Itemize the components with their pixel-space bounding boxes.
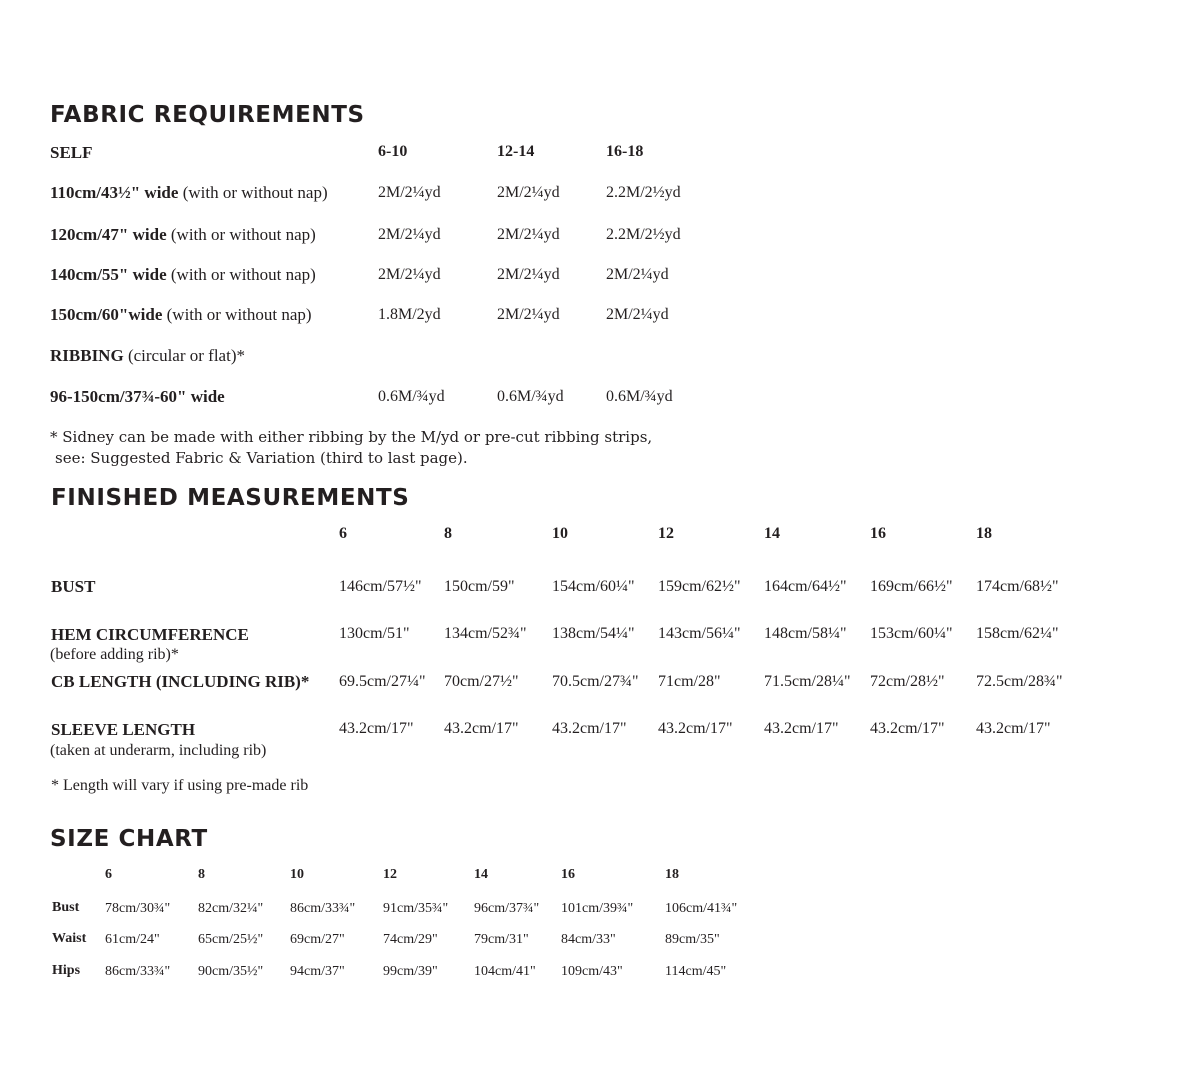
fabric-row-label bbox=[50, 225, 316, 245]
finished-row-label: BUST bbox=[51, 577, 96, 596]
size-chart-header: 18 bbox=[665, 867, 679, 882]
ribbing-note: (circular or flat)* bbox=[123, 346, 245, 365]
size-chart-value: 89cm/35" bbox=[665, 932, 720, 947]
size-chart-value: 106cm/41¾" bbox=[665, 901, 738, 916]
size-chart-value: 104cm/41" bbox=[474, 964, 536, 979]
finished-value: 43.2cm/17" bbox=[444, 720, 519, 737]
finished-size-header: 6 bbox=[339, 525, 347, 542]
finished-size-header: 16 bbox=[870, 525, 886, 542]
size-chart-value: 84cm/33" bbox=[561, 932, 616, 947]
size-chart-header: 10 bbox=[290, 867, 304, 882]
finished-value: 154cm/60¼" bbox=[552, 578, 635, 595]
size-chart-heading: SIZE CHART bbox=[50, 826, 208, 852]
size-chart-value: 61cm/24" bbox=[105, 932, 160, 947]
ribbing-value: 0.6M/¾yd bbox=[378, 388, 445, 405]
finished-row-label: HEM CIRCUMFERENCE bbox=[51, 625, 249, 644]
fabric-value: 2M/2¼yd bbox=[378, 184, 441, 201]
fabric-width: 150cm/60"wide bbox=[50, 305, 163, 324]
fabric-value: 1.8M/2yd bbox=[378, 306, 441, 323]
finished-value: 146cm/57½" bbox=[339, 578, 422, 595]
ribbing-title: RIBBING bbox=[50, 346, 124, 365]
size-chart-value: 65cm/25½" bbox=[198, 932, 264, 947]
finished-row-label: SLEEVE LENGTH bbox=[51, 720, 196, 739]
fabric-width: 120cm/47" wide bbox=[50, 225, 167, 244]
finished-value: 138cm/54¼" bbox=[552, 625, 635, 642]
finished-value: 174cm/68½" bbox=[976, 578, 1059, 595]
ribbing-value: 0.6M/¾yd bbox=[606, 388, 673, 405]
size-chart-value: 79cm/31" bbox=[474, 932, 529, 947]
fabric-value: 2M/2¼yd bbox=[606, 266, 669, 283]
fabric-nap: (with or without nap) bbox=[166, 225, 316, 244]
finished-value: 43.2cm/17" bbox=[552, 720, 627, 737]
finished-value: 43.2cm/17" bbox=[870, 720, 945, 737]
fabric-value: 2.2M/2½yd bbox=[606, 184, 681, 201]
finished-row-sublabel: (before adding rib)* bbox=[50, 646, 179, 663]
self-label: SELF bbox=[50, 143, 93, 162]
fabric-value: 2M/2¼yd bbox=[378, 266, 441, 283]
finished-size-header: 10 bbox=[552, 525, 568, 542]
size-chart-header: 12 bbox=[383, 867, 397, 882]
ribbing-width: 96-150cm/37¾-60" wide bbox=[50, 387, 225, 406]
fabric-width: 110cm/43½" wide bbox=[50, 183, 179, 202]
finished-size-header: 18 bbox=[976, 525, 992, 542]
fabric-nap: (with or without nap) bbox=[166, 265, 316, 284]
finished-value: 70.5cm/27¾" bbox=[552, 673, 639, 690]
size-chart-header: 16 bbox=[561, 867, 575, 882]
size-chart-header: 6 bbox=[105, 867, 112, 882]
fabric-value: 2M/2¼yd bbox=[497, 306, 560, 323]
fabric-nap: (with or without nap) bbox=[162, 305, 312, 324]
ribbing-label bbox=[50, 346, 245, 366]
finished-value: 43.2cm/17" bbox=[976, 720, 1051, 737]
finished-size-header: 14 bbox=[764, 525, 780, 542]
finished-value: 72cm/28½" bbox=[870, 673, 945, 690]
size-chart-value: 78cm/30¾" bbox=[105, 901, 171, 916]
size-chart-value: 69cm/27" bbox=[290, 932, 345, 947]
finished-note: * Length will vary if using pre-made rib bbox=[51, 777, 309, 794]
finished-value: 159cm/62½" bbox=[658, 578, 741, 595]
finished-value: 150cm/59" bbox=[444, 578, 515, 595]
fabric-row-label bbox=[50, 265, 316, 285]
finished-value: 71cm/28" bbox=[658, 673, 721, 690]
finished-value: 70cm/27½" bbox=[444, 673, 519, 690]
size-chart-value: 82cm/32¼" bbox=[198, 901, 264, 916]
fabric-size-header: 6-10 bbox=[378, 143, 408, 160]
finished-value: 164cm/64½" bbox=[764, 578, 847, 595]
fabric-size-header: 16-18 bbox=[606, 143, 644, 160]
size-chart-header: 14 bbox=[474, 867, 488, 882]
finished-value: 71.5cm/28¼" bbox=[764, 673, 851, 690]
finished-value: 43.2cm/17" bbox=[764, 720, 839, 737]
finished-value: 69.5cm/27¼" bbox=[339, 673, 426, 690]
size-chart-row-label: Hips bbox=[52, 963, 81, 978]
fabric-note-line2: see: Suggested Fabric & Variation (third to last page). bbox=[55, 449, 468, 467]
finished-value: 143cm/56¼" bbox=[658, 625, 741, 642]
size-chart-value: 91cm/35¾" bbox=[383, 901, 449, 916]
fabric-value: 2M/2¼yd bbox=[497, 226, 560, 243]
fabric-row-label bbox=[50, 305, 312, 325]
finished-value: 72.5cm/28¾" bbox=[976, 673, 1063, 690]
finished-row-sublabel: (taken at underarm, including rib) bbox=[50, 742, 267, 759]
finished-row-label: CB LENGTH (INCLUDING RIB)* bbox=[51, 672, 310, 691]
finished-value: 153cm/60¼" bbox=[870, 625, 953, 642]
size-chart-header: 8 bbox=[198, 867, 205, 882]
fabric-requirements-heading: FABRIC REQUIREMENTS bbox=[50, 102, 365, 128]
finished-value: 169cm/66½" bbox=[870, 578, 953, 595]
size-chart-value: 86cm/33¾" bbox=[290, 901, 356, 916]
fabric-size-header: 12-14 bbox=[497, 143, 535, 160]
size-chart-value: 96cm/37¾" bbox=[474, 901, 540, 916]
size-chart-value: 101cm/39¾" bbox=[561, 901, 634, 916]
finished-value: 43.2cm/17" bbox=[658, 720, 733, 737]
fabric-width: 140cm/55" wide bbox=[50, 265, 167, 284]
ribbing-value: 0.6M/¾yd bbox=[497, 388, 564, 405]
size-chart-value: 114cm/45" bbox=[665, 964, 727, 979]
fabric-nap: (with or without nap) bbox=[178, 183, 328, 202]
finished-value: 43.2cm/17" bbox=[339, 720, 414, 737]
finished-value: 148cm/58¼" bbox=[764, 625, 847, 642]
fabric-value: 2M/2¼yd bbox=[606, 306, 669, 323]
fabric-value: 2M/2¼yd bbox=[378, 226, 441, 243]
size-chart-row-label: Bust bbox=[52, 900, 80, 915]
fabric-row-label bbox=[50, 183, 328, 203]
finished-value: 130cm/51" bbox=[339, 625, 410, 642]
finished-value: 158cm/62¼" bbox=[976, 625, 1059, 642]
finished-size-header: 8 bbox=[444, 525, 452, 542]
size-chart-value: 99cm/39" bbox=[383, 964, 438, 979]
fabric-value: 2.2M/2½yd bbox=[606, 226, 681, 243]
size-chart-value: 86cm/33¾" bbox=[105, 964, 171, 979]
fabric-note-line1: * Sidney can be made with either ribbing by the M/yd or pre-cut ribbing strips, bbox=[50, 428, 653, 446]
size-chart-value: 74cm/29" bbox=[383, 932, 438, 947]
size-chart-row-label: Waist bbox=[52, 931, 87, 946]
finished-measurements-heading: FINISHED MEASUREMENTS bbox=[51, 485, 410, 511]
size-chart-value: 109cm/43" bbox=[561, 964, 623, 979]
fabric-value: 2M/2¼yd bbox=[497, 184, 560, 201]
finished-value: 134cm/52¾" bbox=[444, 625, 527, 642]
size-chart-value: 90cm/35½" bbox=[198, 964, 264, 979]
size-chart-value: 94cm/37" bbox=[290, 964, 345, 979]
finished-size-header: 12 bbox=[658, 525, 674, 542]
fabric-value: 2M/2¼yd bbox=[497, 266, 560, 283]
